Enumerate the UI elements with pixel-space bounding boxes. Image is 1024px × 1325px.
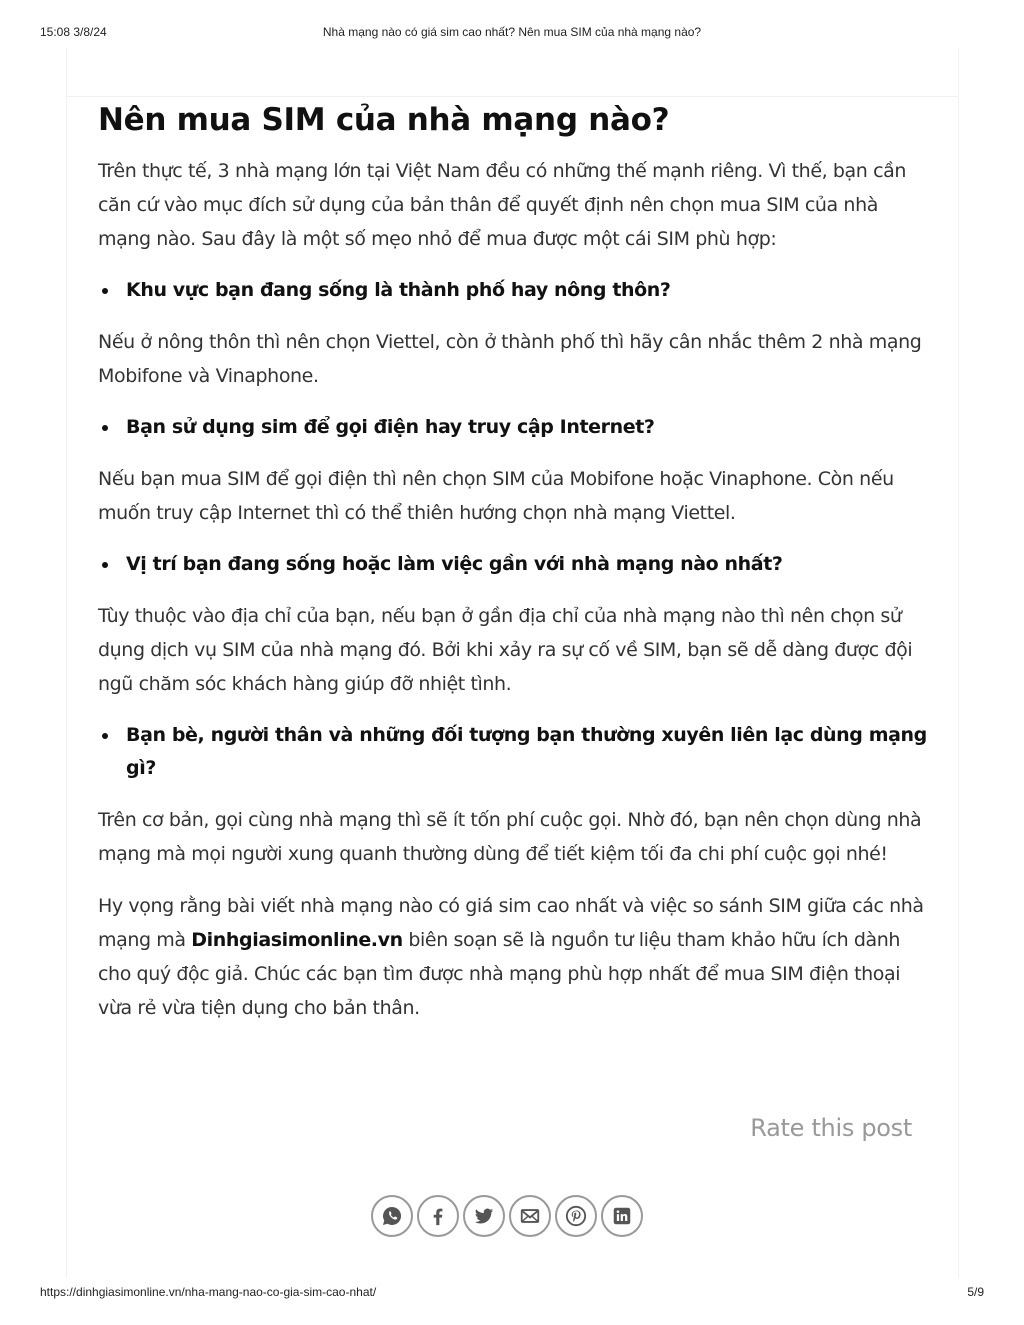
share-whatsapp-button[interactable] (371, 1195, 413, 1237)
twitter-icon (473, 1205, 495, 1227)
question-list (98, 548, 928, 581)
brand-link[interactable]: Dinhgiasimonline.vn (191, 929, 403, 951)
bullet-icon (102, 562, 108, 568)
closing-paragraph (98, 889, 928, 1025)
linkedin-icon (611, 1205, 633, 1227)
print-page-number: 5/9 (967, 1285, 984, 1299)
answer-paragraph: Trên cơ bản, gọi cùng nhà mạng thì sẽ ít tốn phí cuộc gọi. Nhờ đó, bạn nên chọn dùng nhà mạng mà mọi người xung quanh thường dùng để tiết kiệm tối đa chi phí cuộc gọi nhé! (98, 809, 922, 865)
share-pinterest-button[interactable] (555, 1195, 597, 1237)
print-page-title: Nhà mạng nào có giá sim cao nhất? Nên mua SIM của nhà mạng nào? (322, 25, 702, 39)
question-list (98, 719, 928, 785)
intro-paragraph: Trên thực tế, 3 nhà mạng lớn tại Việt Nam đều có những thế mạnh riêng. Vì thế, bạn cần căn cứ vào mục đích sử dụng của bản thân để quyết định nên chọn mua SIM của nhà mạng nào. Sau đây là một số mẹo nhỏ để mua được một cái SIM phù hợp: (98, 160, 907, 250)
question-text: Bạn bè, người thân và những đối tượng bạn thường xuyên liên lạc dùng mạng gì? (126, 724, 927, 779)
article-content (98, 96, 928, 1025)
question-text: Bạn sử dụng sim để gọi điện hay truy cập Internet? (126, 416, 655, 438)
answer-paragraph: Nếu bạn mua SIM để gọi điện thì nên chọn SIM của Mobifone hoặc Vinaphone. Còn nếu muốn truy cập Internet thì có thể thiên hướng chọn nhà mạng Viettel. (98, 468, 894, 524)
share-email-button[interactable] (509, 1195, 551, 1237)
print-header (0, 25, 1024, 41)
question-text: Khu vực bạn đang sống là thành phố hay nông thôn? (126, 279, 671, 301)
bullet-icon (102, 425, 108, 431)
share-linkedin-button[interactable] (601, 1195, 643, 1237)
question-item (126, 719, 928, 785)
answer-paragraph: Nếu ở nông thôn thì nên chọn Viettel, còn ở thành phố thì hãy cân nhắc thêm 2 nhà mạng Mobifone và Vinaphone. (98, 331, 922, 387)
share-facebook-button[interactable] (417, 1195, 459, 1237)
rate-post-label[interactable]: Rate this post (750, 1114, 912, 1142)
section-heading: Nên mua SIM của nhà mạng nào? (98, 102, 670, 138)
answer-paragraph: Tùy thuộc vào địa chỉ của bạn, nếu bạn ở gần địa chỉ của nhà mạng nào thì nên chọn sử dụng dịch vụ SIM của nhà mạng đó. Bởi khi xảy ra sự cố về SIM, bạn sẽ dễ dàng được đội ngũ chăm sóc khách hàng giúp đỡ nhiệt tình. (98, 605, 913, 695)
print-url: https://dinhgiasimonline.vn/nha-mang-nao-co-gia-sim-cao-nhat/ (40, 1285, 377, 1299)
question-item (126, 411, 928, 444)
pinterest-icon (565, 1205, 587, 1227)
print-footer (0, 1285, 1024, 1301)
facebook-icon (427, 1205, 449, 1227)
question-item (126, 274, 928, 307)
question-list (98, 274, 928, 307)
question-item (126, 548, 928, 581)
closing-text-after: biên soạn sẽ là nguồn tư liệu tham khảo hữu ích dành cho quý độc giả. Chúc các bạn tìm được nhà mạng phù hợp nhất để mua SIM điện thoại vừa rẻ vừa tiện dụng cho bản thân. (98, 929, 901, 1019)
share-bar (371, 1195, 643, 1239)
whatsapp-icon (381, 1205, 403, 1227)
bullet-icon (102, 733, 108, 739)
question-text: Vị trí bạn đang sống hoặc làm việc gần với nhà mạng nào nhất? (126, 553, 783, 575)
bullet-icon (102, 288, 108, 294)
closing-text-before: Hy vọng rằng bài viết nhà mạng nào có giá sim cao nhất và việc so sánh SIM giữa các nhà mạng mà (98, 895, 924, 951)
email-icon (519, 1205, 541, 1227)
share-twitter-button[interactable] (463, 1195, 505, 1237)
print-datetime: 15:08 3/8/24 (40, 25, 107, 39)
question-list (98, 411, 928, 444)
